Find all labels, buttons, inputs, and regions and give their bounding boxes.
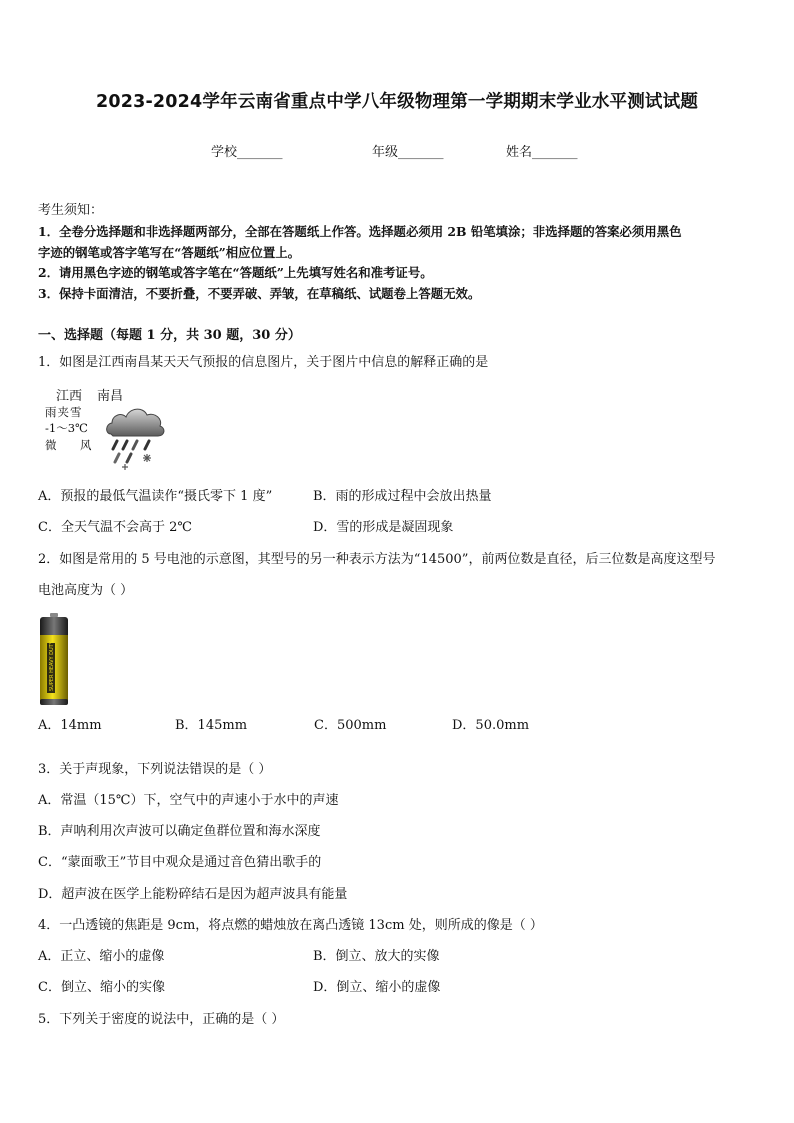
question-1-option-c: C．全天气温不会高于 2℃ bbox=[38, 520, 192, 535]
question-2-stem-line-1: 2．如图是常用的 5 号电池的示意图，其型号的另一种表示方法为“14500”，前两位数是直径，后三位数是高度这型号 bbox=[38, 552, 716, 567]
battery-label: SUPER HEAVY DUTY bbox=[49, 641, 55, 691]
weather-city: 南昌 bbox=[97, 389, 124, 404]
notice-item-2: 2．请用黑色字迹的钢笔或答字笔在“答题纸”上先填写姓名和准考证号。 bbox=[38, 265, 433, 280]
question-3-option-d: D．超声波在医学上能粉碎结石是因为超声波具有能量 bbox=[38, 887, 348, 902]
question-2-option-b: B．145mm bbox=[175, 718, 248, 733]
question-1-option-d: D．雪的形成是凝固现象 bbox=[313, 520, 454, 535]
question-1-option-a: A．预报的最低气温读作“摄氏零下 1 度” bbox=[38, 489, 273, 504]
weather-region: 江西 bbox=[56, 389, 83, 404]
notice-item-1-line-2: 字迹的钢笔或答字笔写在“答题纸”相应位置上。 bbox=[38, 245, 301, 260]
question-1-stem: 1．如图是江西南昌某天天气预报的信息图片，关于图片中信息的解释正确的是 bbox=[38, 355, 489, 370]
question-1-option-b: B．雨的形成过程中会放出热量 bbox=[313, 489, 492, 504]
battery-image bbox=[37, 613, 71, 707]
weather-condition: 雨夹雪 bbox=[45, 405, 83, 419]
name-field: 姓名_______ bbox=[506, 145, 578, 160]
question-3-stem: 3．关于声现象，下列说法错误的是（ ） bbox=[38, 762, 272, 777]
question-4-option-a: A．正立、缩小的虚像 bbox=[38, 949, 165, 964]
question-4-option-b: B．倒立、放大的实像 bbox=[313, 949, 440, 964]
question-2-option-c: C．500mm bbox=[314, 718, 387, 733]
question-2-option-d: D．50.0mm bbox=[452, 718, 530, 733]
question-3-option-c: C．“蒙面歌王”节目中观众是通过音色猜出歌手的 bbox=[38, 855, 322, 870]
school-field: 学校_______ bbox=[211, 145, 283, 160]
question-2-option-a: A．14mm bbox=[38, 718, 102, 733]
exam-title: 2023-2024学年云南省重点中学八年级物理第一学期期末学业水平测试试题 bbox=[95, 92, 699, 112]
rain-snow-cloud-icon bbox=[103, 400, 167, 472]
notice-item-1-line-1: 1．全卷分选择题和非选择题两部分，全部在答题纸上作答。选择题必须用 2B 铅笔填涂；非选择题的答案必须用黑色 bbox=[38, 224, 682, 239]
question-4-option-d: D．倒立、缩小的虚像 bbox=[313, 980, 441, 995]
question-2-stem-line-2: 电池高度为（ ） bbox=[38, 583, 134, 598]
question-4-option-c: C．倒立、缩小的实像 bbox=[38, 980, 165, 995]
notice-heading: 考生须知： bbox=[38, 203, 104, 218]
weather-temperature: -1～3℃ bbox=[45, 421, 88, 435]
question-3-option-a: A．常温（15℃）下，空气中的声速小于水中的声速 bbox=[38, 793, 339, 808]
notice-item-3: 3．保持卡面清洁，不要折叠，不要弄破、弄皱，在草稿纸、试题卷上答题无效。 bbox=[38, 286, 481, 301]
question-4-stem: 4．一凸透镜的焦距是 9cm，将点燃的蜡烛放在离凸透镜 13cm 处，则所成的像是（ ） bbox=[38, 918, 543, 933]
question-5-stem: 5．下列关于密度的说法中，正确的是（ ） bbox=[38, 1012, 285, 1027]
weather-wind-a: 微 bbox=[45, 438, 57, 452]
section-heading: 一、选择题（每题 1 分，共 30 题，30 分） bbox=[38, 328, 301, 343]
question-3-option-b: B．声呐利用次声波可以确定鱼群位置和海水深度 bbox=[38, 824, 321, 839]
weather-wind-b: 风 bbox=[80, 438, 92, 452]
grade-field: 年级_______ bbox=[372, 145, 444, 160]
